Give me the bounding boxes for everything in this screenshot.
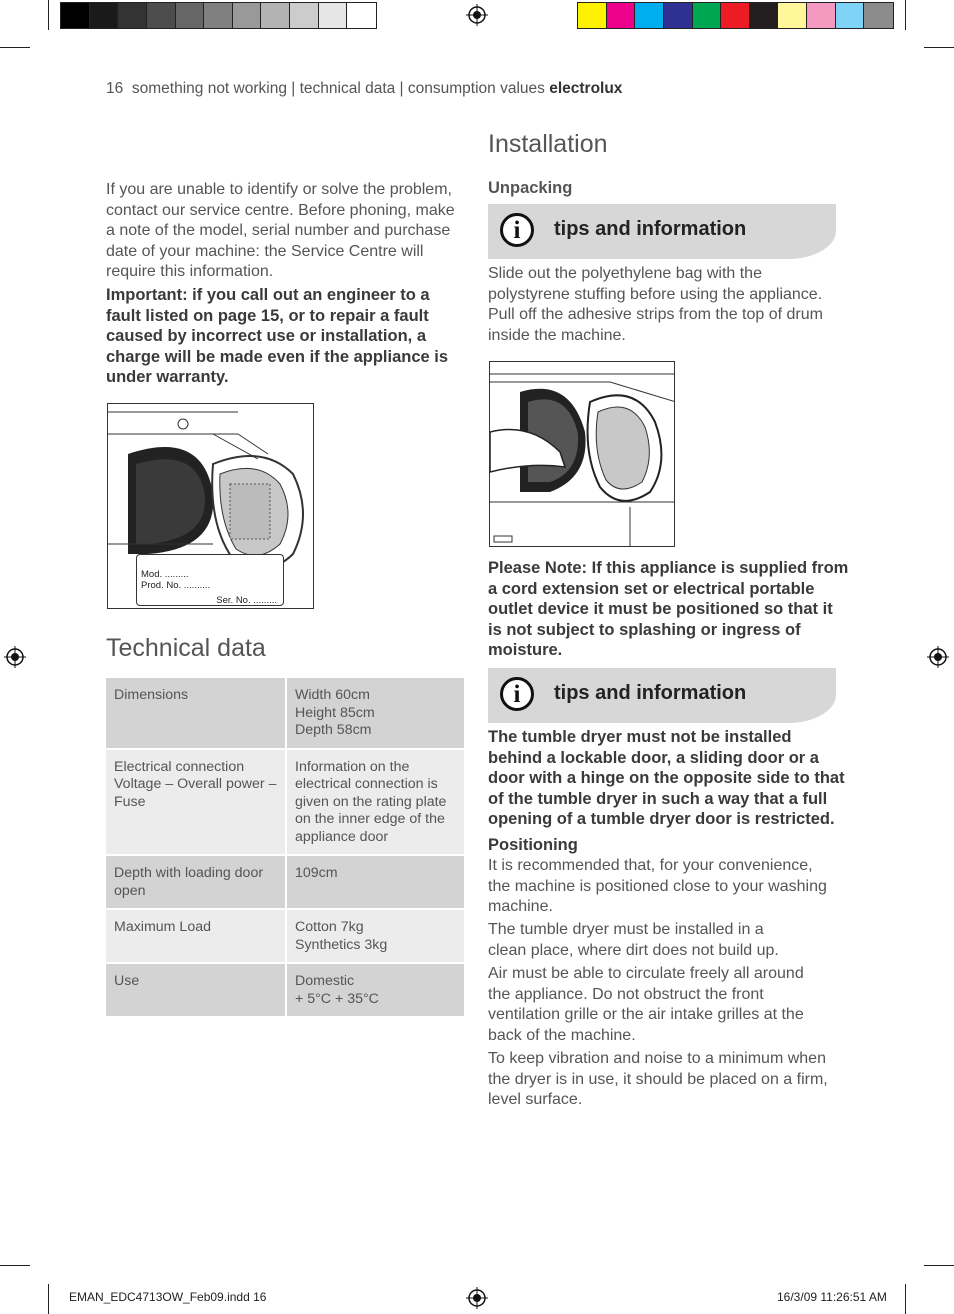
positioning-paragraph: Air must be able to circulate freely all around the appliance. Do not obstruct the front ventilation grille or the air intake grilles at the back of the machine.	[488, 965, 804, 1044]
rating-plate-label	[136, 554, 284, 606]
tips-label: tips and information	[554, 682, 747, 704]
table-cell-value: 109cm	[286, 855, 465, 909]
table-cell-label: Use	[106, 963, 286, 1017]
technical-data-title: Technical data	[106, 634, 266, 662]
color-swatch	[807, 3, 836, 28]
table-row	[106, 909, 465, 963]
color-swatch	[693, 3, 722, 28]
color-swatch	[607, 3, 636, 28]
color-swatch	[176, 3, 205, 28]
load-cotton: Cotton 7kg	[295, 919, 364, 935]
color-swatch	[778, 3, 807, 28]
table-row	[106, 678, 465, 749]
table-cell-label: Electrical connection Voltage – Overall power – Fuse	[106, 749, 286, 856]
color-swatch	[836, 3, 865, 28]
table-cell-label: Depth with loading door open	[106, 855, 286, 909]
color-swatch	[635, 3, 664, 28]
table-cell-value	[286, 963, 465, 1017]
table-cell-value: Information on the electrical connection is given on the rating plate on the inner edge of the appliance door	[286, 749, 465, 856]
table-cell-value	[286, 678, 465, 749]
crop-mark	[905, 0, 906, 30]
color-swatch	[721, 3, 750, 28]
color-swatch-bar	[577, 2, 894, 29]
installation-title: Installation	[488, 130, 608, 158]
serial-number-field: Ser. No. .........	[216, 595, 277, 606]
registration-mark-icon	[4, 646, 26, 668]
gray-swatch-bar	[60, 2, 377, 29]
color-swatch	[61, 3, 90, 28]
color-swatch	[147, 3, 176, 28]
technical-data-table	[106, 678, 466, 1018]
table-row	[106, 963, 465, 1017]
info-icon: i	[500, 677, 534, 711]
color-swatch	[664, 3, 693, 28]
use-type: Domestic	[295, 973, 355, 989]
load-synthetics: Synthetics 3kg	[295, 936, 388, 953]
positioning-paragraph: It is recommended that, for your convenience, the machine is positioned close to your washing machine.	[488, 857, 827, 915]
product-number-field: Prod. No. ..........	[141, 580, 211, 591]
crop-mark	[924, 1265, 954, 1266]
table-row	[106, 855, 465, 909]
color-swatch	[319, 3, 348, 28]
table-cell-value	[286, 909, 465, 963]
table-row	[106, 749, 465, 856]
important-warning: Important: if you call out an engineer to a fault listed on page 15, or to repair a fault caused by incorrect use or installation, a charge will be made even if the appliance is under warranty.	[106, 286, 449, 386]
dimension-height: Height 85cm	[295, 704, 375, 721]
brand-name: electrolux	[549, 80, 623, 97]
please-note-warning: Please Note: If this appliance is supplied from a cord extension set or electrical portable outlet device it must be positioned so that it is not subject to splashing or ingress of moisture.	[488, 559, 849, 659]
installation-door-warning: The tumble dryer must not be installed behind a lockable door, a sliding door or a door with a hinge on the opposite side to that of the tumble dryer in such a way that a full opening of a tumble dryer door is restricted.	[488, 728, 845, 828]
color-swatch	[261, 3, 290, 28]
crop-mark	[0, 47, 30, 48]
use-temperature: + 5°C + 35°C	[295, 990, 379, 1007]
registration-mark-icon	[927, 646, 949, 668]
service-intro-paragraph: If you are unable to identify or solve the problem, contact our service centre. Before phoning, make a note of the model, serial number and purchase date of your machine: the Service Centre will require this information.	[106, 181, 455, 280]
date-slug: 16/3/09 11:26:51 AM	[777, 1290, 887, 1304]
color-swatch	[578, 3, 607, 28]
color-swatch	[90, 3, 119, 28]
page-number: 16	[106, 80, 124, 97]
registration-mark-icon	[466, 1287, 488, 1309]
crop-mark	[48, 0, 49, 30]
color-swatch	[750, 3, 779, 28]
crop-mark	[48, 1284, 49, 1314]
unpacking-paragraph: Slide out the polyethylene bag with the polystyrene stuffing before using the appliance. Pull off the adhesive strips from the top of drum inside the machine.	[488, 265, 823, 344]
dimension-depth: Depth 58cm	[295, 722, 372, 738]
tips-banner	[488, 204, 836, 259]
info-icon: i	[500, 213, 534, 247]
tips-banner	[488, 668, 836, 723]
crop-mark	[905, 1284, 906, 1314]
header-sections: something not working | technical data | consumption values	[131, 80, 545, 97]
crop-mark	[0, 1265, 30, 1266]
table-cell-label: Maximum Load	[106, 909, 286, 963]
table-cell-label: Dimensions	[106, 678, 286, 749]
model-field: Mod. .........	[141, 569, 189, 580]
registration-mark-icon	[466, 4, 488, 26]
tips-label: tips and information	[554, 218, 747, 240]
unpacking-illustration	[489, 361, 675, 547]
positioning-paragraph: To keep vibration and noise to a minimum when the dryer is in use, it should be placed on a firm, level surface.	[488, 1050, 828, 1108]
rating-plate-illustration	[107, 403, 314, 609]
color-swatch	[233, 3, 262, 28]
color-swatch	[347, 3, 376, 28]
dimension-width: Width 60cm	[295, 687, 370, 703]
unpacking-heading: Unpacking	[488, 179, 573, 197]
color-swatch	[118, 3, 147, 28]
crop-mark	[924, 47, 954, 48]
file-slug: EMAN_EDC4713OW_Feb09.indd 16	[69, 1290, 267, 1304]
color-swatch	[864, 3, 893, 28]
color-swatch	[204, 3, 233, 28]
running-header	[106, 80, 622, 98]
positioning-paragraph: The tumble dryer must be installed in a clean place, where dirt does not build up.	[488, 921, 779, 959]
dryer-unpacking-drawing	[490, 362, 675, 547]
positioning-heading: Positioning	[488, 836, 578, 854]
color-swatch	[290, 3, 319, 28]
